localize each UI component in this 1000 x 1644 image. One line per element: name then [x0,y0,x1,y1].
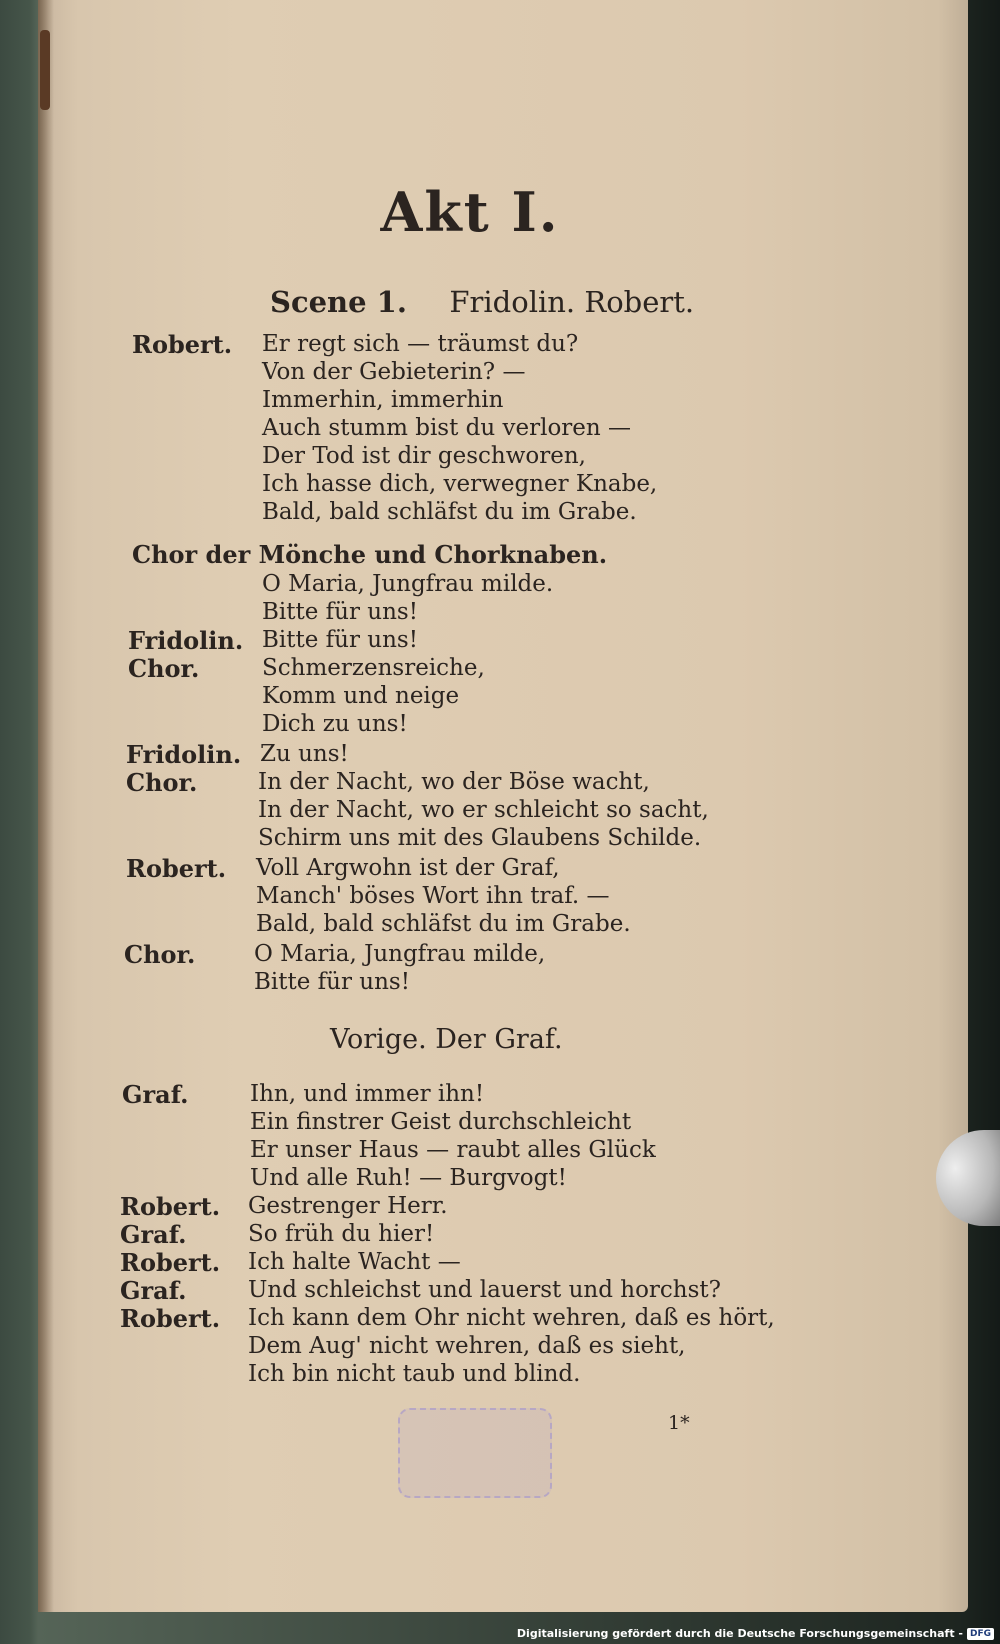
verse-line: Bitte für uns! [254,969,410,995]
footer-credit-text: Digitalisierung gefördert durch die Deutsche Forschungsgemeinschaft - [516,1627,963,1640]
speaker-label: Robert. [126,854,227,883]
speaker-label: Robert. [132,330,233,359]
speaker-label: Graf. [120,1276,187,1305]
verse-line: Ich kann dem Ohr nicht wehren, daß es hört, [248,1305,775,1331]
verse-line: Ein finstrer Geist durchschleicht [250,1109,632,1135]
speaker-label: Chor der Mönche und Chorknaben. [132,540,608,569]
verse-line: Der Tod ist dir geschworen, [262,443,586,469]
binding-mark [40,30,50,110]
verse-line: Ich hasse dich, verwegner Knabe, [262,471,658,497]
scene-number: Scene 1. [270,285,407,319]
verse-line: Und alle Ruh! — Burgvogt! [250,1165,567,1191]
verse-line: Zu uns! [260,741,349,767]
verse-line: Und schleichst und lauerst und horchst? [248,1277,721,1303]
verse-line: Voll Argwohn ist der Graf, [256,855,560,881]
verse-line: Ich halte Wacht — [248,1249,461,1275]
verse-line: Schmerzensreiche, [262,655,485,681]
speaker-label: Robert. [120,1248,221,1277]
speaker-label: Chor. [126,768,198,797]
speaker-label: Fridolin. [126,740,242,769]
speaker-label: Robert. [120,1304,221,1333]
speaker-label: Graf. [120,1220,187,1249]
interlude-heading: Vorige. Der Graf. [330,1024,563,1055]
speaker-label: Chor. [124,940,196,969]
verse-line: In der Nacht, wo der Böse wacht, [258,769,650,795]
verse-line: Ich bin nicht taub und blind. [248,1361,581,1387]
speaker-label: Robert. [120,1192,221,1221]
verse-line: Bald, bald schläfst du im Grabe. [256,911,631,937]
page-gutter-shadow [38,0,54,1612]
verse-line: Schirm uns mit des Glaubens Schilde. [258,825,702,851]
library-stamp [398,1408,552,1498]
speaker-label: Chor. [128,654,200,683]
verse-line: Dich zu uns! [262,711,408,737]
verse-line: So früh du hier! [248,1221,435,1247]
scene-title [270,285,694,319]
verse-line: Komm und neige [262,683,460,709]
verse-line: Bitte für uns! [262,599,418,625]
verse-line: In der Nacht, wo er schleicht so sacht, [258,797,709,823]
dfg-logo: DFG [967,1628,994,1640]
verse-line: Dem Aug' nicht wehren, daß es sieht, [248,1333,686,1359]
verse-line: Manch' böses Wort ihn traf. — [256,883,610,909]
verse-line: Immerhin, immerhin [262,387,504,413]
verse-line: Bitte für uns! [262,627,418,653]
page-number: 1* [668,1412,690,1434]
speaker-label: Graf. [122,1080,189,1109]
verse-line: Ihn, und immer ihn! [250,1081,485,1107]
verse-line: Er regt sich — träumst du? [262,331,579,357]
act-title: Akt I. [380,180,560,244]
footer-credit [517,1627,994,1640]
verse-line: Auch stumm bist du verloren — [262,415,632,441]
speaker-label: Fridolin. [128,626,244,655]
verse-line: O Maria, Jungfrau milde, [254,941,546,967]
verse-line: Von der Gebieterin? — [262,359,526,385]
verse-line: Er unser Haus — raubt alles Glück [250,1137,656,1163]
verse-line: Gestrenger Herr. [248,1193,448,1219]
scene-characters: Fridolin. Robert. [449,285,695,319]
verse-line: O Maria, Jungfrau milde. [262,571,554,597]
verse-line: Bald, bald schläfst du im Grabe. [262,499,637,525]
